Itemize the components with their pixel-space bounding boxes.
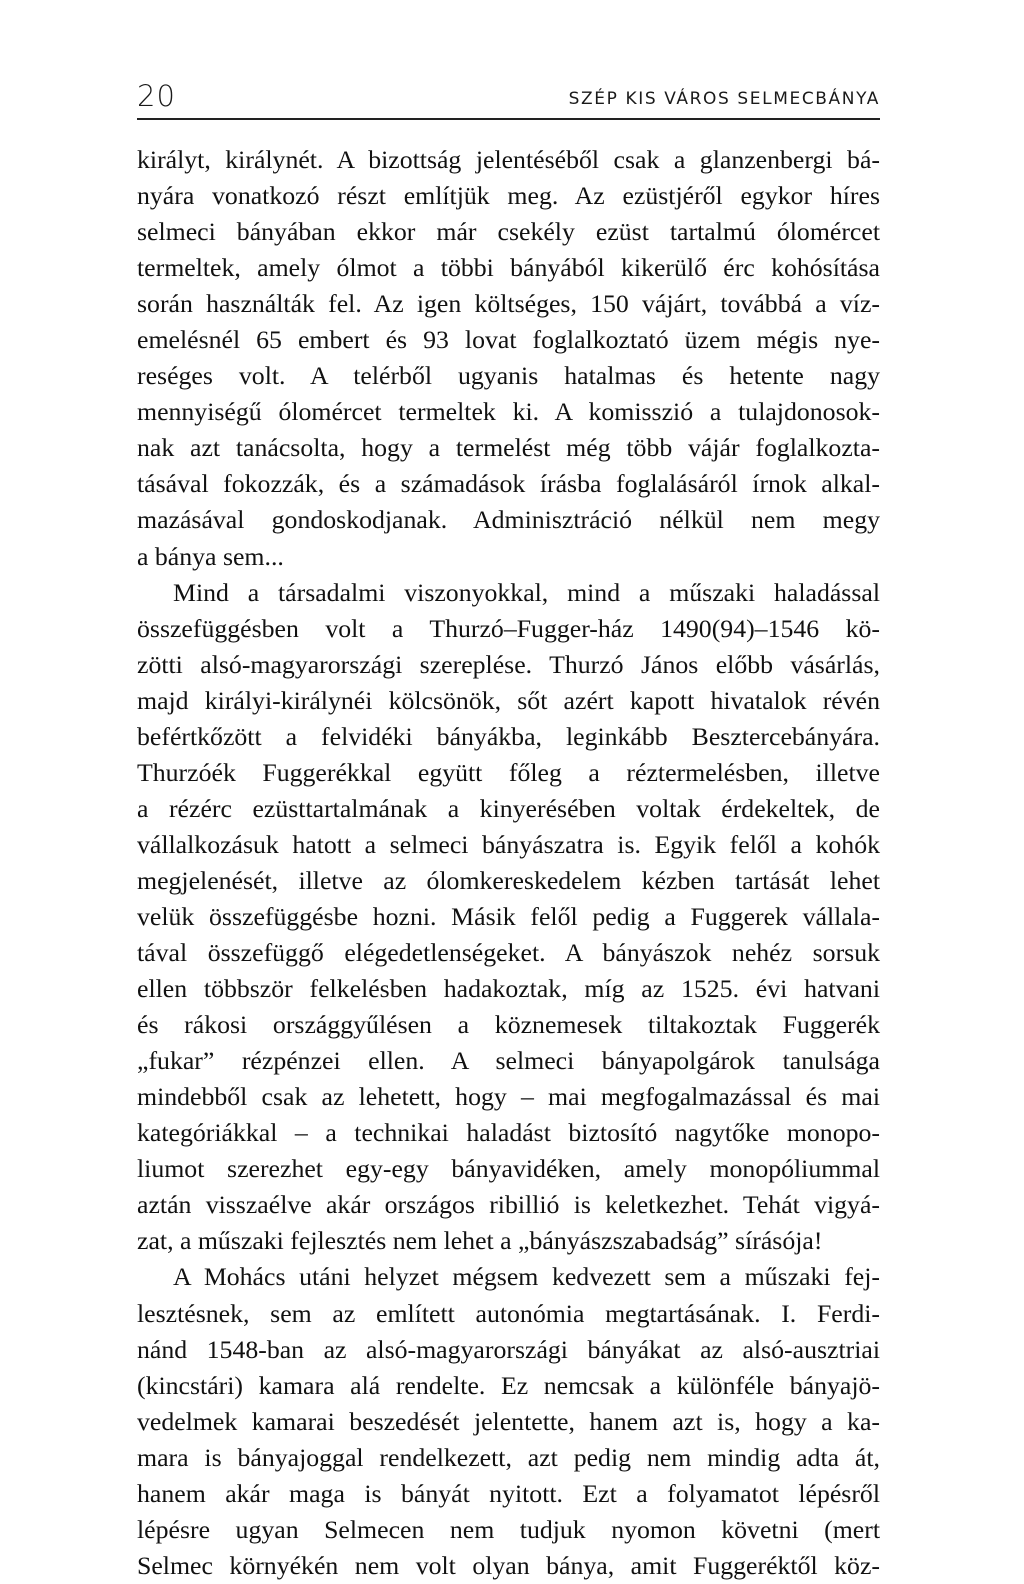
text-line: nak azt tanácsolta, hogy a termelést még több vájár foglalkozta- [137,433,880,463]
paragraph [137,142,880,575]
running-title: SZÉP KIS VÁROS SELMECBÁNYA [568,89,880,109]
text-line: termeltek, amely ólmot a többi bányából kikerülő érc kohósítása [137,253,880,283]
text-line: során használták fel. Az igen költséges, 150 vájárt, továbbá a víz- [137,289,880,319]
text-line: megjelenését, illetve az ólomkereskedelem kézben tartását lehet [137,865,880,895]
text-line: velük összefüggésbe hozni. Másik felől pedig a Fuggerek vállala- [137,901,880,931]
text-line: a bánya sem... [137,541,284,571]
text-line: mennyiségű ólomércet termeltek ki. A komisszió a tulajdonosok- [137,397,880,427]
text-line: mindebből csak az lehetett, hogy – mai megfogalmazással és mai [137,1082,880,1112]
text-line: tával összefüggő elégedetlenségeket. A bányászok nehéz sorsuk [137,938,880,968]
text-line: (kincstári) kamara alá rendelte. Ez nemcsak a különféle bányajö- [137,1370,880,1400]
paragraph [137,575,880,1260]
text-line: mara is bányajoggal rendelkezett, azt pedig nem mindig adta át, [137,1442,880,1472]
text-line: vedelmek kamarai beszedését jelentette, hanem azt is, hogy a ka- [137,1406,880,1436]
text-line: Thurzóék Fuggerékkal együtt főleg a réztermelésben, illetve [137,757,880,787]
text-line: emelésnél 65 embert és 93 lovat foglalkoztató üzem mégis nye- [137,325,880,355]
page-number: 20 [137,79,176,113]
text-line: selmeci bányában ekkor már csekély ezüst tartalmú ólomércet [137,217,880,247]
text-line: „fukar” rézpénzei ellen. A selmeci bányapolgárok tanulsága [137,1046,880,1076]
text-line: zötti alsó-magyarországi szereplése. Thurzó János előbb vásárlás, [137,649,880,679]
paragraph [137,1259,880,1583]
body-text [137,142,880,1584]
text-line: és rákosi országgyűlésen a köznemesek tiltakoztak Fuggerék [137,1010,880,1040]
text-line: nánd 1548-ban az alsó-magyarországi bányákat az alsó-ausztriai [137,1334,880,1364]
text-line: mazásával gondoskodjanak. Adminisztráció nélkül nem megy [137,505,880,535]
text-line: befértkőzött a felvidéki bányákba, leginkább Besztercebányára. [137,721,880,751]
text-line: kategóriákkal – a technikai haladást biztosító nagytőke monopo- [137,1118,880,1148]
text-line: A Mohács utáni helyzet mégsem kedvezett sem a műszaki fej- [173,1262,880,1292]
text-line: majd királyi-királynéi kölcsönök, sőt azért kapott hivatalok révén [137,685,880,715]
text-line: a rézérc ezüsttartalmának a kinyerésében voltak érdekeltek, de [137,793,880,823]
text-line: liumot szerezhet egy-egy bányavidéken, amely monopóliummal [137,1154,880,1184]
text-line: hanem akár maga is bányát nyitott. Ezt a folyamatot lépésről [137,1478,880,1508]
text-line: lépésre ugyan Selmecen nem tudjuk nyomon követni (mert [137,1514,880,1544]
text-line: összefüggésben volt a Thurzó–Fugger-ház 1490(94)–1546 kö- [137,613,880,643]
text-line: tásával fokozzák, és a számadások írásba foglalásáról írnok alkal- [137,469,880,499]
text-line: vállalkozásuk hatott a selmeci bányászatra is. Egyik felől a kohók [137,829,880,859]
page-header [137,78,880,120]
text-line: zat, a műszaki fejlesztés nem lehet a „bányászszabadság” sírásója! [137,1226,823,1256]
text-line: királyt, királynét. A bizottság jelentéséből csak a glanzenbergi bá- [137,145,880,174]
text-line: Selmec környékén nem volt olyan bánya, amit Fuggeréktől köz- [137,1550,880,1580]
text-line: lesztésnek, sem az említett autonómia megtartásának. I. Ferdi- [137,1298,880,1328]
text-line: Mind a társadalmi viszonyokkal, mind a műszaki haladással [173,577,880,607]
text-line: nyára vonatkozó részt említjük meg. Az ezüstjéről egykor híres [137,181,880,211]
text-line: aztán visszaélve akár országos ribillió is keletkezhet. Tehát vigyá- [137,1190,880,1220]
text-line: ellen többször felkelésben hadakoztak, míg az 1525. évi hatvani [137,974,880,1004]
text-line: reséges volt. A telérből ugyanis hatalmas és hetente nagy [137,361,880,391]
